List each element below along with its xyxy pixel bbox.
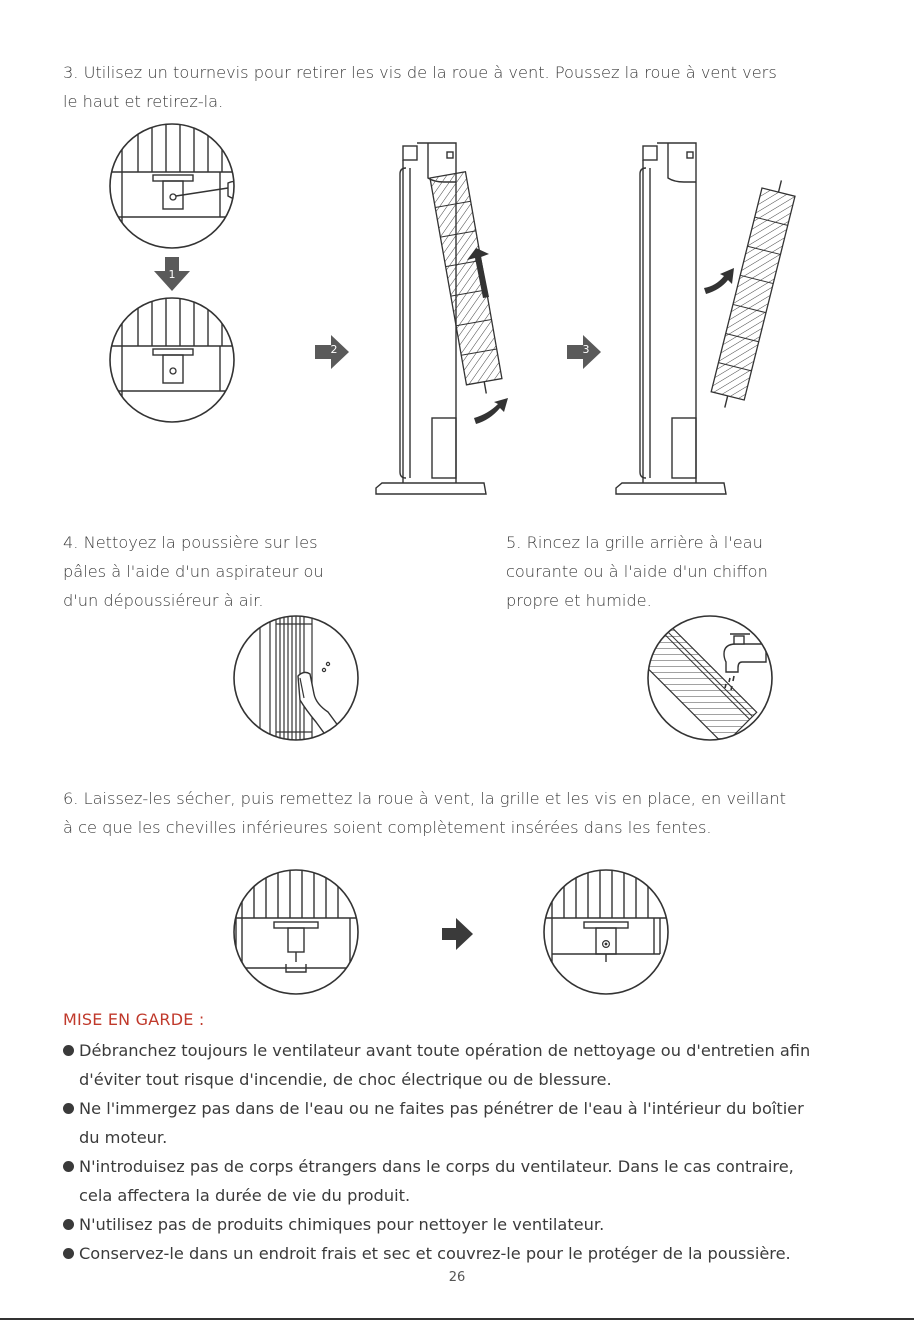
footer-rule: [0, 1318, 914, 1320]
caution-list: [63, 1036, 853, 1268]
bullet-icon: [63, 1045, 74, 1056]
step4-text: [63, 528, 324, 615]
step-marker-2: 2: [330, 343, 338, 356]
step5-line1: 5. Rincez la grille arrière à l'eau: [506, 533, 763, 552]
page-number: 26: [448, 1270, 466, 1285]
caution-item-line1: Conservez-le dans un endroit frais et sec et couvrez-le pour le protéger de la poussière.: [79, 1244, 791, 1263]
step3-text: [63, 58, 777, 116]
right-arrow-icon: [442, 918, 474, 950]
step5-text: [506, 528, 768, 615]
step-marker-1: 1: [168, 268, 176, 281]
caution-item-line2: du moteur.: [79, 1128, 168, 1147]
step4-line2: pâles à l'aide d'un aspirateur ou: [63, 562, 324, 581]
step5-line3: propre et humide.: [506, 591, 652, 610]
bullet-icon: [63, 1219, 74, 1230]
caution-item: [63, 1239, 853, 1268]
step6-line1: 6. Laissez-les sécher, puis remettez la roue à vent, la grille et les vis en place, en veillant: [63, 789, 787, 808]
step6-text: [63, 784, 786, 842]
step4-line1: 4. Nettoyez la poussière sur les: [63, 533, 318, 552]
pin-insertion-before-illustration: [232, 868, 362, 998]
step6-line2: à ce que les chevilles inférieures soient complètement insérées dans les fentes.: [63, 818, 712, 837]
caution-item-line1: N'utilisez pas de produits chimiques pour nettoyer le ventilateur.: [79, 1215, 605, 1234]
bullet-icon: [63, 1103, 74, 1114]
step-marker-3: 3: [582, 343, 590, 356]
caution-item: [63, 1036, 853, 1094]
step4-line3: d'un dépoussiéreur à air.: [63, 591, 264, 610]
fan-wheel-pushing-up-illustration: [372, 138, 517, 500]
step5-line2: courante ou à l'aide d'un chiffon: [506, 562, 768, 581]
caution-item-line1: N'introduisez pas de corps étrangers dans le corps du ventilateur. Dans le cas contraire,: [79, 1157, 794, 1176]
bullet-icon: [63, 1248, 74, 1259]
rinsing-grille-illustration: [646, 614, 776, 744]
caution-item: [63, 1152, 853, 1210]
caution-item-line2: cela affectera la durée de vie du produit.: [79, 1186, 411, 1205]
step3-line1: 3. Utilisez un tournevis pour retirer les vis de la roue à vent. Poussez la roue à vent vers: [63, 63, 777, 82]
caution-item-line1: Ne l'immergez pas dans de l'eau ou ne faites pas pénétrer de l'eau à l'intérieur du boîtier: [79, 1099, 804, 1118]
screw-removed-detail-illustration: [108, 296, 248, 426]
pin-insertion-after-illustration: [542, 868, 672, 998]
caution-title: MISE EN GARDE :: [63, 1010, 205, 1029]
vacuum-cleaning-illustration: [232, 614, 362, 744]
caution-item: [63, 1210, 853, 1239]
caution-item: [63, 1094, 853, 1152]
step3-line2: le haut et retirez-la.: [63, 92, 224, 111]
screw-removal-detail-illustration: [108, 122, 248, 252]
fan-wheel-removed-illustration: [612, 138, 812, 500]
caution-item-line1: Débranchez toujours le ventilateur avant toute opération de nettoyage ou d'entretien afin: [79, 1041, 811, 1060]
caution-item-line2: d'éviter tout risque d'incendie, de choc électrique ou de blessure.: [79, 1070, 612, 1089]
bullet-icon: [63, 1161, 74, 1172]
